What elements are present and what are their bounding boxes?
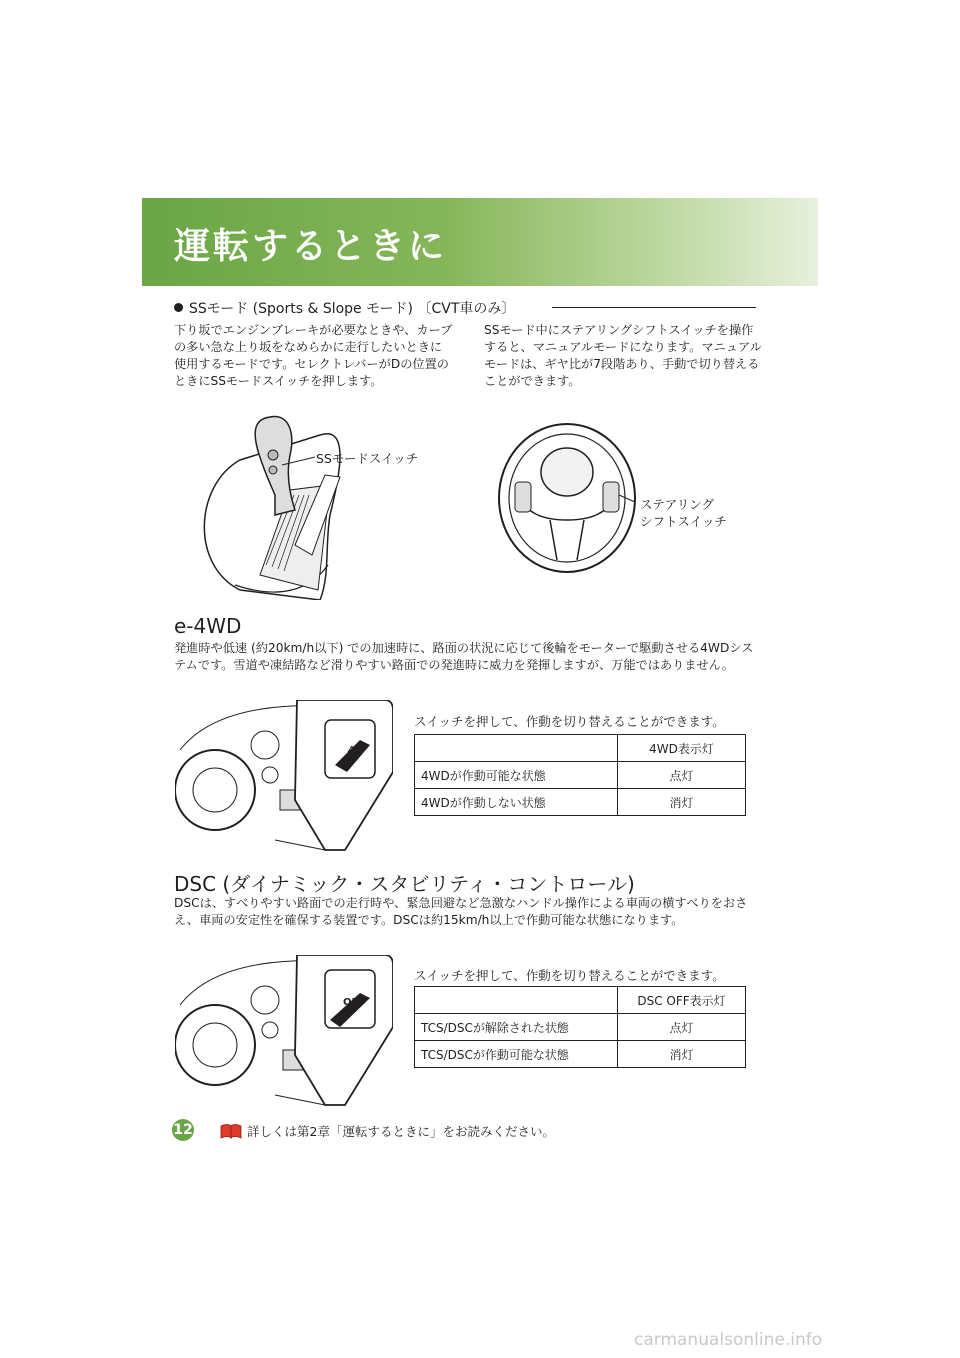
page-number: 12	[172, 1119, 194, 1141]
table-row	[415, 1041, 746, 1068]
steering-shift-switch-callout	[640, 496, 727, 530]
steering-callout-line1: ステアリング	[640, 497, 715, 512]
table-header-cell: 4WD表示灯	[618, 735, 746, 762]
dsc-switch-off-label: OFF	[343, 997, 366, 1008]
table-header-blank	[415, 987, 618, 1014]
book-icon	[220, 1123, 242, 1139]
watermark: carmanualsonline.info	[634, 1330, 823, 1350]
e4wd-note: スイッチを押して、作動を切り替えることができます。	[414, 714, 725, 729]
dsc-text: DSCは、すべりやすい路面での走行時や、緊急回避など急激なハンドル操作による車両の横すべりをおさえ、車両の安定性を確保する装置です。DSCは約15km/h以上で作動可能な状態になります。	[174, 896, 748, 927]
gear-shifter-illustration	[200, 415, 450, 600]
table-row	[415, 789, 746, 816]
reference-text: 詳しくは第2章「運転するときに」をお読みください。	[247, 1124, 555, 1139]
state-cell: 4WDが作動可能な状態	[415, 762, 618, 789]
dashboard-4wd-illustration	[175, 700, 393, 856]
ss-mode-right-text: SSモード中にステアリングシフトスイッチを操作すると、マニュアルモードになります。マニュアルモードは、ギヤ比が7段階あり、手動で切り替えることができます。	[484, 323, 762, 388]
table-header-blank	[415, 735, 618, 762]
table-row	[415, 1014, 746, 1041]
state-cell: TCS/DSCが解除された状態	[415, 1014, 618, 1041]
ss-mode-heading-text: SSモード (Sports & Slope モード) 〔CVT車のみ〕	[189, 301, 516, 317]
svg-text:4: 4	[347, 744, 355, 758]
table-header-row	[415, 735, 746, 762]
ss-mode-left-text: 下り坂でエンジンブレーキが必要なときや、カーブの多い急な上り坂をなめらかに走行したいときに使用するモードです。セレクトレバーがDの位置のときにSSモードスイッチを押します。	[174, 323, 453, 388]
dsc-heading: DSC (ダイナミック・スタビリティ・コントロール)	[174, 872, 635, 896]
e4wd-indicator-table	[414, 734, 746, 816]
steering-callout-line2: シフトスイッチ	[640, 514, 727, 529]
table-header-cell: DSC OFF表示灯	[618, 987, 746, 1014]
lamp-cell: 点灯	[618, 1014, 746, 1041]
steering-wheel-illustration	[495, 420, 640, 580]
lamp-cell: 消灯	[618, 1041, 746, 1068]
dsc-indicator-table	[414, 986, 746, 1068]
lamp-cell: 点灯	[618, 762, 746, 789]
e4wd-heading: e-4WD	[174, 614, 242, 638]
state-cell: TCS/DSCが作動可能な状態	[415, 1041, 618, 1068]
state-cell: 4WDが作動しない状態	[415, 789, 618, 816]
table-header-row	[415, 987, 746, 1014]
ss-mode-switch-callout: SSモードスイッチ	[316, 451, 419, 466]
dsc-note: スイッチを押して、作動を切り替えることができます。	[414, 968, 725, 983]
heading-rule	[552, 307, 756, 308]
ss-mode-heading	[174, 298, 515, 318]
dashboard-dsc-illustration	[175, 955, 393, 1111]
page-title: 運転するときに	[174, 226, 448, 267]
e4wd-text: 発進時や低速 (約20km/h以下) での加速時に、路面の状況に応じて後輪をモーターで駆動させる4WDシステムです。雪道や凍結路など滑りやすい路面での発進時に威力を発揮しますが、万能ではありません。	[174, 641, 754, 672]
lamp-cell: 消灯	[618, 789, 746, 816]
table-row	[415, 762, 746, 789]
bullet-icon	[174, 303, 183, 312]
